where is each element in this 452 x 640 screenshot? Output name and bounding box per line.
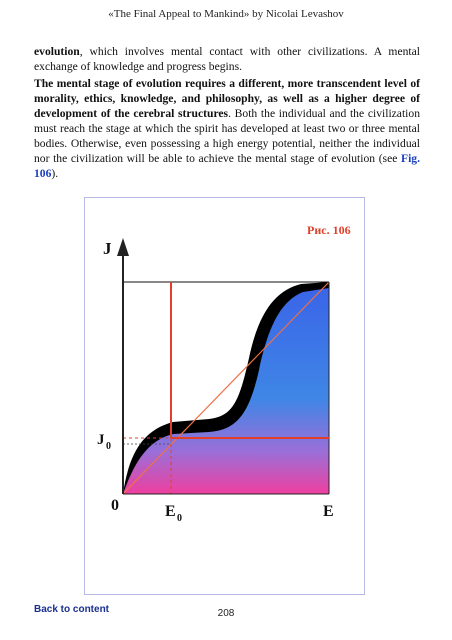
e0-subscript: 0 [177,513,182,524]
figure-caption: Рис. 106 [307,223,351,237]
y-arrow-icon [117,238,129,256]
j0-subscript: 0 [106,441,111,452]
x-axis-label: E [323,503,334,520]
paragraph-1 [34,44,420,74]
e0-label: E [165,503,176,520]
figure-link[interactable]: Fig. 106 [34,152,420,180]
paragraph-1-bold: evolution [34,45,80,58]
paragraph-2-bold: The mental stage of evolution requires a different, more transcendent level of morality, ethics, knowledge, and philosophy, as well as a higher degree of development of the cerebral structures [34,77,420,120]
paragraph-1-text: , which involves mental contact with other civilizations. A mental exchange of knowledge and progress begins. [34,45,420,73]
j0-label: J [97,432,105,448]
page-header: «The Final Appeal to Mankind» by Nicolai Levashov [108,8,344,20]
paragraph-2 [34,76,420,181]
back-to-content-link[interactable]: Back to content [34,604,110,615]
paragraph-2-text: . Both the individual and the civilization must reach the stage at which the spirit has developed at least two or three mental bodies. Otherwise, even possessing a high energy potential, neither the individual nor the civilization will be able to achieve the mental stage of evolution (see [34,107,420,165]
paragraph-2-end: ). [51,167,59,180]
figure-106 [84,197,365,595]
page-number: 208 [217,608,235,619]
y-axis-label: J [103,239,112,258]
origin-label: 0 [111,497,119,514]
evolution-diagram [85,198,364,594]
